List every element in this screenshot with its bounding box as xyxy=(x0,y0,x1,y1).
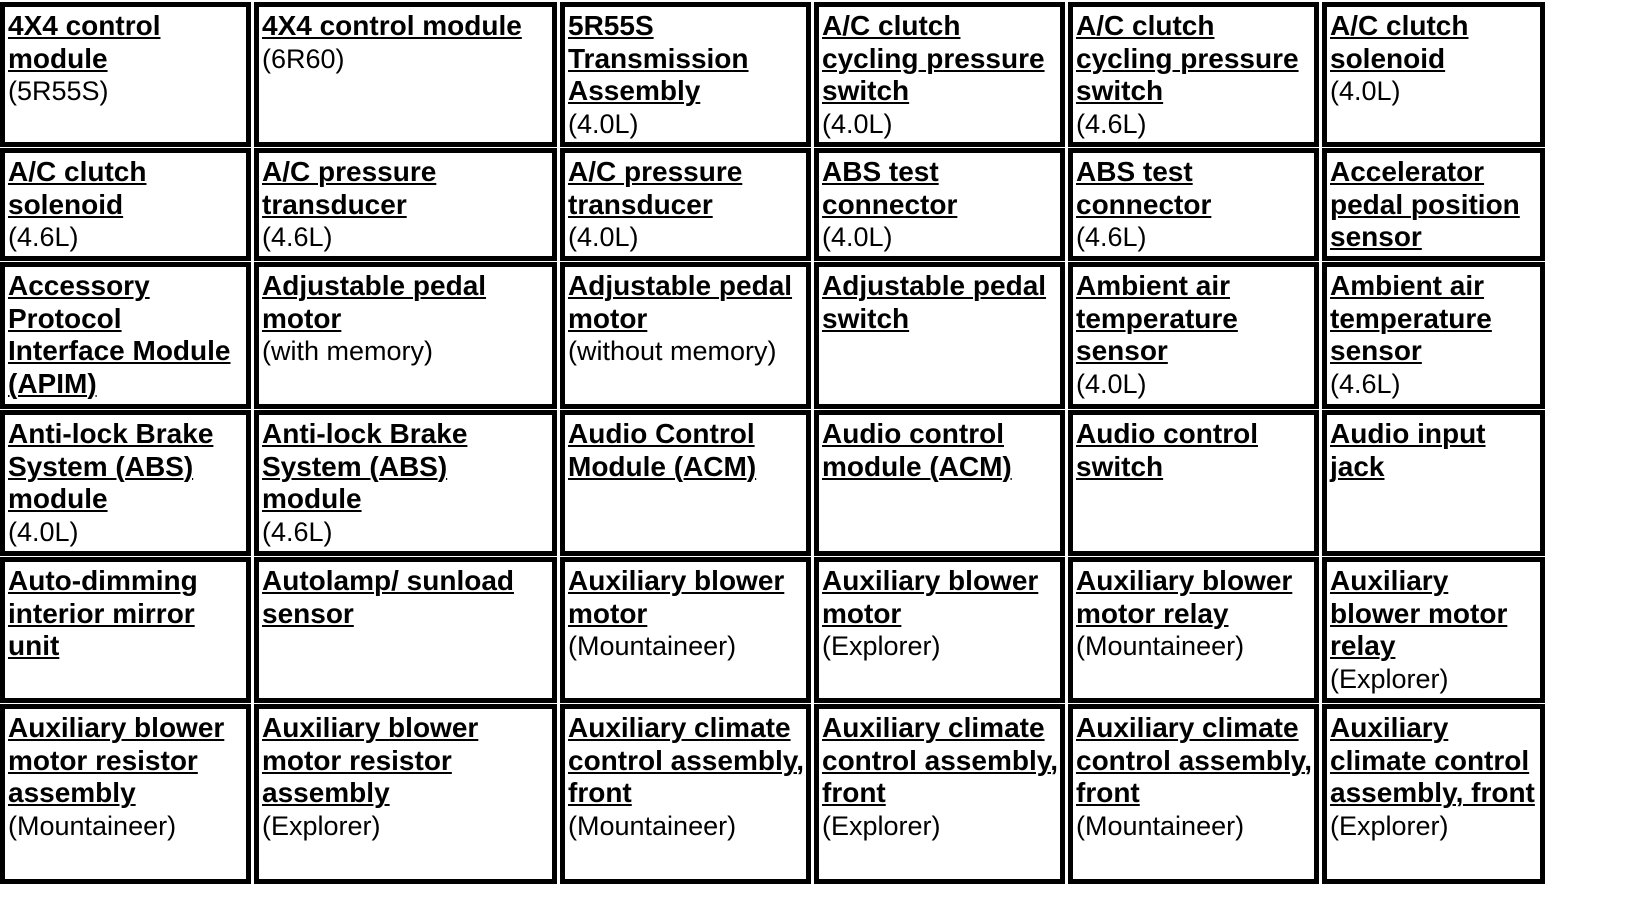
table-cell xyxy=(814,557,1065,703)
component-link[interactable]: A/C clutch cycling pressure switch xyxy=(822,10,1045,107)
table-cell xyxy=(560,148,811,261)
table-cell xyxy=(254,2,557,147)
component-qualifier: (4.0L) xyxy=(822,108,893,139)
component-link[interactable]: Anti-lock Brake System (ABS) module xyxy=(262,418,468,515)
component-link[interactable]: Accessory Protocol Interface Module (APIM) xyxy=(8,270,231,399)
table-cell xyxy=(0,148,251,261)
table-cell xyxy=(254,557,557,703)
table-cell xyxy=(560,557,811,703)
component-link[interactable]: Auxiliary blower motor xyxy=(568,565,785,629)
component-qualifier: (Mountaineer) xyxy=(8,810,177,841)
table-cell xyxy=(0,704,251,884)
component-link[interactable]: Auxiliary blower motor relay xyxy=(1076,565,1293,629)
component-qualifier: (4.6L) xyxy=(262,222,333,253)
component-qualifier: (Explorer) xyxy=(1330,663,1449,694)
table-cell xyxy=(0,557,251,703)
component-link[interactable]: Anti-lock Brake System (ABS) module xyxy=(8,418,214,515)
component-qualifier: (4.0L) xyxy=(822,222,893,253)
component-link[interactable]: Auxiliary climate control assembly, front xyxy=(1076,712,1313,809)
table-cell xyxy=(1068,704,1319,884)
component-link[interactable]: Accelerator pedal position sensor xyxy=(1330,156,1520,253)
component-qualifier: (Explorer) xyxy=(822,631,941,662)
component-qualifier: (4.6L) xyxy=(8,222,79,253)
component-qualifier: (4.6L) xyxy=(1076,222,1147,253)
table-cell xyxy=(560,410,811,556)
component-qualifier: (4.6L) xyxy=(262,516,333,547)
component-link[interactable]: Ambient air temperature sensor xyxy=(1330,270,1492,367)
component-link[interactable]: 4X4 control module xyxy=(262,10,522,41)
component-qualifier: (5R55S) xyxy=(8,76,109,107)
component-link[interactable]: Auxiliary blower motor resistor assembly xyxy=(262,712,479,809)
component-link[interactable]: Audio control switch xyxy=(1076,418,1258,482)
component-link[interactable]: A/C pressure transducer xyxy=(262,156,437,220)
component-qualifier: (6R60) xyxy=(262,43,345,74)
component-link[interactable]: A/C clutch solenoid xyxy=(1330,10,1469,74)
component-qualifier: (with memory) xyxy=(262,336,434,367)
table-cell xyxy=(0,262,251,409)
table-cell xyxy=(254,148,557,261)
table-cell xyxy=(1322,2,1545,147)
component-link[interactable]: Autolamp/ sunload sensor xyxy=(262,565,514,629)
component-link[interactable]: Auxiliary blower motor relay xyxy=(1330,565,1508,662)
component-link[interactable]: A/C clutch solenoid xyxy=(8,156,147,220)
component-link[interactable]: Auxiliary blower motor resistor assembly xyxy=(8,712,225,809)
component-qualifier: (4.0L) xyxy=(8,516,79,547)
component-qualifier: (Mountaineer) xyxy=(1076,631,1245,662)
table-cell xyxy=(814,2,1065,147)
component-qualifier: (Mountaineer) xyxy=(568,810,737,841)
component-link[interactable]: Audio Control Module (ACM) xyxy=(568,418,757,482)
table-cell xyxy=(254,704,557,884)
table-cell xyxy=(560,262,811,409)
table-cell xyxy=(1068,148,1319,261)
component-link[interactable]: Auxiliary climate control assembly, front xyxy=(822,712,1059,809)
component-link[interactable]: Adjustable pedal switch xyxy=(822,270,1047,334)
component-link[interactable]: Adjustable pedal motor xyxy=(262,270,487,334)
component-qualifier: (4.6L) xyxy=(1076,108,1147,139)
component-link[interactable]: Auxiliary blower motor xyxy=(822,565,1039,629)
table-cell xyxy=(1322,262,1545,409)
component-qualifier: (4.0L) xyxy=(568,108,639,139)
component-link[interactable]: Adjustable pedal motor xyxy=(568,270,793,334)
component-qualifier: (without memory) xyxy=(568,336,777,367)
table-cell xyxy=(1068,410,1319,556)
component-qualifier: (Explorer) xyxy=(1330,810,1449,841)
table-cell xyxy=(0,410,251,556)
component-qualifier: (4.0L) xyxy=(1076,368,1147,399)
component-link[interactable]: ABS test connector xyxy=(822,156,958,220)
table-cell xyxy=(1322,704,1545,884)
table-cell xyxy=(0,2,251,147)
table-cell xyxy=(1068,262,1319,409)
table-cell xyxy=(814,262,1065,409)
component-qualifier: (Explorer) xyxy=(822,810,941,841)
table-cell xyxy=(1322,410,1545,556)
table-cell xyxy=(1068,557,1319,703)
component-link[interactable]: A/C pressure transducer xyxy=(568,156,743,220)
component-link[interactable]: Auxiliary climate control assembly, front xyxy=(568,712,805,809)
component-qualifier: (4.0L) xyxy=(1330,76,1401,107)
component-qualifier: (4.6L) xyxy=(1330,368,1401,399)
table-cell xyxy=(814,148,1065,261)
component-qualifier: (Mountaineer) xyxy=(568,631,737,662)
component-link[interactable]: Ambient air temperature sensor xyxy=(1076,270,1238,367)
component-link[interactable]: 5R55S Transmission Assembly xyxy=(568,10,749,107)
table-cell xyxy=(1322,148,1545,261)
component-link[interactable]: Auto-dimming interior mirror unit xyxy=(8,565,198,662)
table-cell xyxy=(1322,557,1545,703)
table-cell xyxy=(560,704,811,884)
component-link[interactable]: Audio control module (ACM) xyxy=(822,418,1012,482)
component-link[interactable]: Audio input jack xyxy=(1330,418,1486,482)
component-qualifier: (Mountaineer) xyxy=(1076,810,1245,841)
component-qualifier: (Explorer) xyxy=(262,810,381,841)
component-link[interactable]: ABS test connector xyxy=(1076,156,1212,220)
table-cell xyxy=(814,410,1065,556)
component-link[interactable]: Auxiliary climate control assembly, front xyxy=(1330,712,1535,809)
table-cell xyxy=(814,704,1065,884)
component-link[interactable]: 4X4 control module xyxy=(8,10,161,74)
component-link[interactable]: A/C clutch cycling pressure switch xyxy=(1076,10,1299,107)
component-qualifier: (4.0L) xyxy=(568,222,639,253)
table-cell xyxy=(1068,2,1319,147)
table-cell xyxy=(254,410,557,556)
table-cell xyxy=(254,262,557,409)
table-cell xyxy=(560,2,811,147)
